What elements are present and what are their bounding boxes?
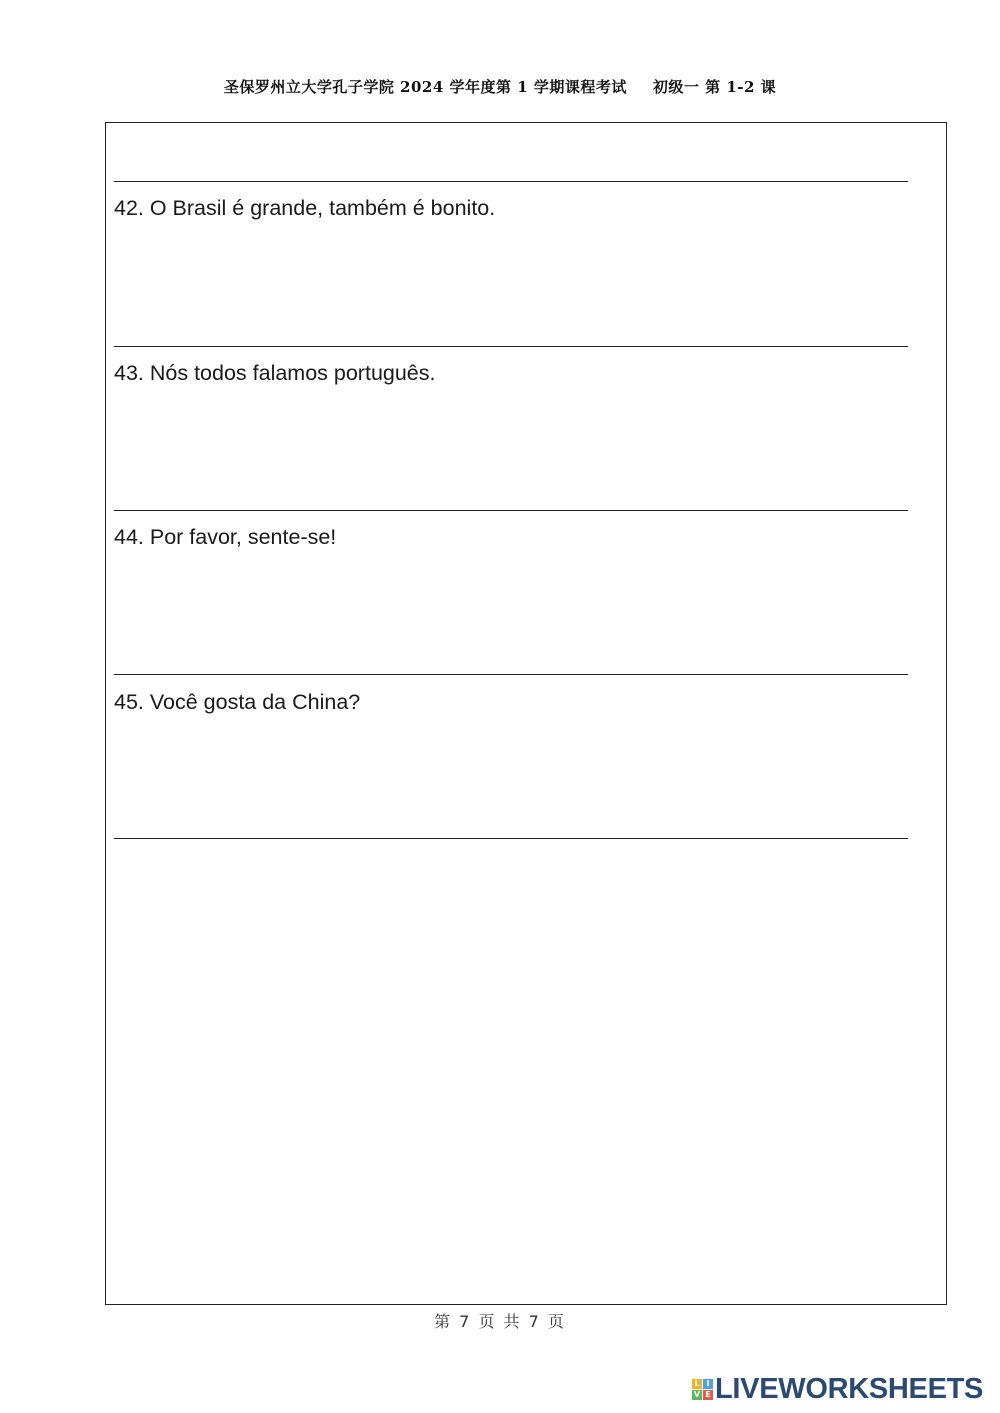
- lesson-level: 初级一 第 1-2 课: [652, 78, 777, 96]
- logo-tile-v: V: [693, 1389, 701, 1399]
- question-45: 45. Você gosta da China?: [114, 690, 361, 714]
- exam-title: 圣保罗州立大学孔子学院 2024 学年度第 1 学期课程考试: [223, 78, 627, 96]
- logo-text: LIVEWORKSHEETS: [715, 1372, 984, 1405]
- answer-line: [114, 674, 908, 675]
- liveworksheets-logo: [692, 1374, 983, 1404]
- logo-icon: [692, 1379, 713, 1400]
- question-43: 43. Nós todos falamos português.: [114, 361, 436, 385]
- page-number: 第 7 页 共 7 页: [434, 1312, 566, 1331]
- question-44: 44. Por favor, sente-se!: [114, 525, 337, 549]
- question-42: 42. O Brasil é grande, também é bonito.: [114, 196, 496, 220]
- logo-tile-i: I: [703, 1379, 713, 1389]
- answer-line: [114, 181, 908, 182]
- answer-line: [114, 346, 908, 347]
- answer-line: [114, 838, 908, 839]
- answer-line: [114, 510, 908, 511]
- logo-tile-l: L: [692, 1379, 702, 1389]
- logo-tile-e: E: [703, 1390, 713, 1400]
- exam-header: [0, 76, 1000, 97]
